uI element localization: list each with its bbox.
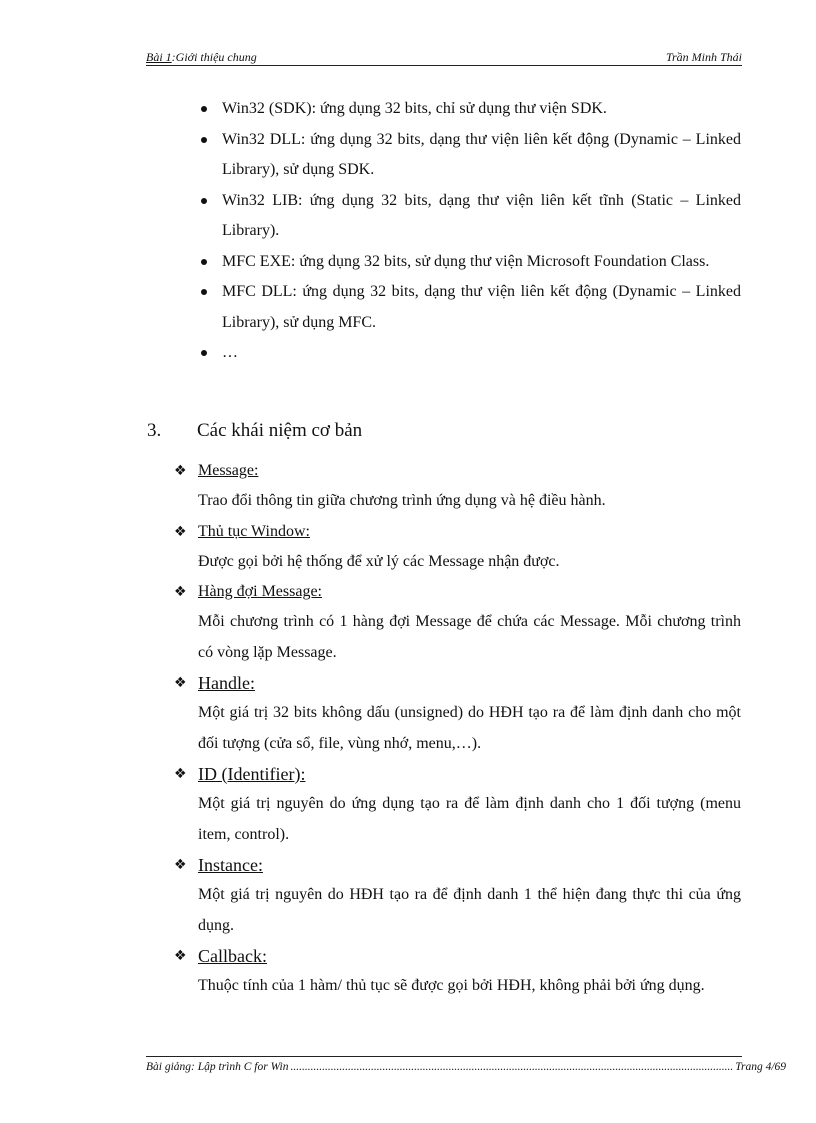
term-label: Thủ tục Window: bbox=[198, 522, 310, 540]
bullet-dot-icon bbox=[201, 259, 207, 265]
definition-item bbox=[170, 759, 741, 850]
definition-term bbox=[170, 517, 741, 547]
definition-item bbox=[170, 941, 741, 1002]
diamond-bullet-icon: ❖ bbox=[174, 766, 187, 782]
definition-item bbox=[170, 668, 741, 759]
definition-item bbox=[170, 517, 741, 578]
list-item bbox=[198, 94, 741, 125]
header-separator: : bbox=[171, 50, 176, 64]
bullet-list bbox=[198, 94, 741, 369]
section-number: 3. bbox=[147, 420, 162, 441]
definition-term bbox=[170, 577, 741, 607]
definition-item bbox=[170, 850, 741, 941]
definition-term bbox=[170, 941, 741, 971]
footer-page-number: Trang 4/69 bbox=[735, 1061, 787, 1073]
bullet-text: … bbox=[222, 344, 238, 361]
definition-text: Một giá trị 32 bits không dấu (unsigned) do HĐH tạo ra để làm định danh cho một đối tượng (cửa sổ, file, vùng nhớ, menu,…). bbox=[198, 704, 741, 752]
bullet-dot-icon bbox=[201, 106, 207, 112]
diamond-bullet-icon: ❖ bbox=[174, 523, 187, 540]
header-author: Trần Minh Thái bbox=[665, 50, 742, 64]
list-item bbox=[198, 186, 741, 247]
bullet-text: MFC EXE: ứng dụng 32 bits, sử dụng thư viện Microsoft Foundation Class. bbox=[222, 252, 710, 270]
list-item bbox=[198, 338, 741, 369]
bullet-dot-icon bbox=[201, 350, 207, 356]
bullet-text: MFC DLL: ứng dụng 32 bits, dạng thư viện liên kết động (Dynamic – Linked Library), sử dụng MFC. bbox=[222, 283, 741, 331]
term-label: Callback: bbox=[198, 946, 267, 966]
term-label: ID (Identifier): bbox=[198, 764, 306, 784]
header-title: Giới thiệu chung bbox=[175, 50, 257, 64]
definition-text: Được gọi bởi hệ thống để xử lý các Message nhận được. bbox=[198, 552, 560, 570]
definition-item bbox=[170, 456, 741, 517]
diamond-bullet-icon: ❖ bbox=[174, 675, 187, 691]
definition-term bbox=[170, 850, 741, 880]
section-title: Các khái niệm cơ bản bbox=[197, 420, 363, 441]
definition-text: Mỗi chương trình có 1 hàng đợi Message để chứa các Message. Mỗi chương trình có vòng lặp Message. bbox=[198, 613, 741, 661]
list-item bbox=[198, 125, 741, 186]
definition-text: Một giá trị nguyên do ứng dụng tạo ra để làm định danh cho 1 đối tượng (menu item, control). bbox=[198, 795, 741, 843]
diamond-bullet-icon: ❖ bbox=[174, 857, 187, 873]
definition-text: Thuộc tính của 1 hàm/ thủ tục sẽ được gọi bởi HĐH, không phải bởi ứng dụng. bbox=[198, 977, 705, 994]
definition-term bbox=[170, 456, 741, 486]
header-lesson-title bbox=[146, 50, 257, 64]
bullet-dot-icon bbox=[201, 137, 207, 143]
definition-list bbox=[170, 456, 741, 1002]
bullet-dot-icon bbox=[201, 289, 207, 295]
header-lesson-number: Bài 1 bbox=[146, 50, 172, 64]
term-label: Message: bbox=[198, 462, 259, 479]
bullet-dot-icon bbox=[201, 198, 207, 204]
diamond-bullet-icon: ❖ bbox=[174, 948, 187, 964]
bullet-text: Win32 DLL: ứng dụng 32 bits, dạng thư viện liên kết động (Dynamic – Linked Library), sử dụng SDK. bbox=[222, 130, 741, 178]
term-label: Handle: bbox=[198, 673, 255, 693]
footer-course: Bài giảng: Lập trình C for Win bbox=[146, 1061, 289, 1073]
page-footer bbox=[146, 1056, 787, 1075]
definition-item bbox=[170, 577, 741, 668]
section-heading bbox=[147, 418, 362, 444]
definition-text: Một giá trị nguyên do HĐH tạo ra để định danh 1 thể hiện đang thực thi của ứng dụng. bbox=[198, 886, 741, 934]
definition-text: Trao đổi thông tin giữa chương trình ứng dụng và hệ điều hành. bbox=[198, 492, 606, 509]
list-item bbox=[198, 277, 741, 338]
diamond-bullet-icon: ❖ bbox=[174, 584, 187, 600]
bullet-text: Win32 LIB: ứng dụng 32 bits, dạng thư viện liên kết tĩnh (Static – Linked Library). bbox=[222, 191, 741, 239]
term-label: Instance: bbox=[198, 855, 263, 875]
footer-leader-dots: .......................................................................................................................................................... bbox=[290, 1061, 734, 1073]
definition-term bbox=[170, 759, 741, 789]
page-header bbox=[146, 48, 742, 66]
definition-term bbox=[170, 668, 741, 698]
diamond-bullet-icon: ❖ bbox=[174, 463, 187, 479]
term-label: Hàng đợi Message: bbox=[198, 583, 322, 600]
bullet-text: Win32 (SDK): ứng dụng 32 bits, chỉ sử dụng thư viện SDK. bbox=[222, 100, 607, 117]
list-item bbox=[198, 247, 741, 278]
